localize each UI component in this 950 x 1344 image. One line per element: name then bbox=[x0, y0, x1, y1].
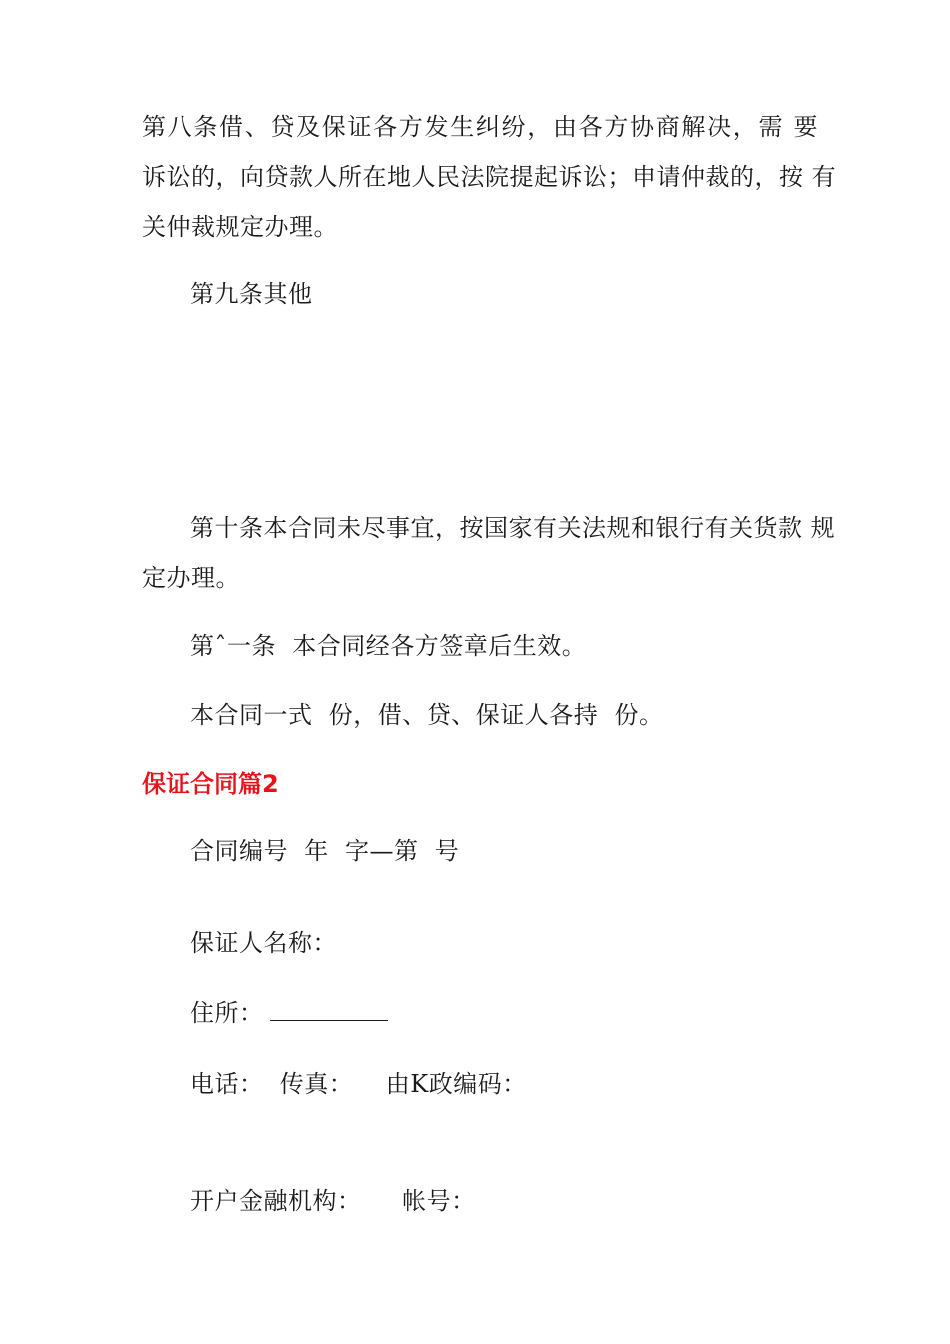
address-line bbox=[190, 998, 388, 1028]
article-11-line-1: 第ˆ一条 本合同经各方签章后生效。 bbox=[190, 632, 587, 660]
article-8-line-2: 诉讼的，向贷款人所在地人民法院提起诉讼；申请仲裁的，按 有 bbox=[142, 163, 837, 191]
article-9-line-1: 第九条其他 bbox=[190, 280, 313, 308]
contact-line: 电话： 传真： 由K政编码： bbox=[190, 1070, 527, 1098]
address-blank bbox=[270, 998, 388, 1021]
article-8-line-3: 关仲裁规定办理。 bbox=[142, 213, 338, 241]
address-label: 住所： bbox=[190, 999, 264, 1027]
article-8-line-1: 第八条借、贷及保证各方发生纠纷，由各方协商解决，需 要 bbox=[142, 113, 818, 141]
article-10-line-1: 第十条本合同未尽事宜，按国家有关法规和银行有关货款 规 bbox=[190, 514, 836, 542]
section-heading: 保证合同篇2 bbox=[142, 770, 279, 798]
article-10-line-2: 定办理。 bbox=[142, 564, 240, 592]
guarantor-name-label: 保证人名称： bbox=[190, 929, 337, 957]
bank-account-line: 开户金融机构： 帐号： bbox=[190, 1187, 476, 1215]
contract-number-line: 合同编号 年 字—第 号 bbox=[190, 837, 460, 865]
copies-line: 本合同一式 份，借、贷、保证人各持 份。 bbox=[190, 701, 664, 729]
